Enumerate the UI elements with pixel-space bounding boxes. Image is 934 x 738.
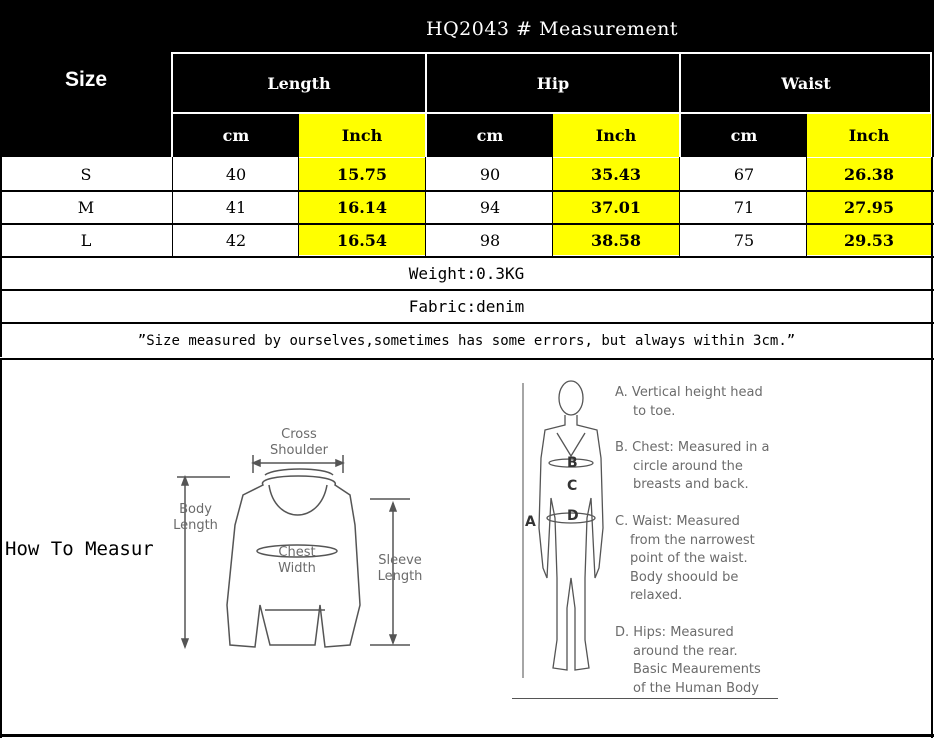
table-cell: 29.53 [843,231,895,250]
table-row-size: M [77,198,95,217]
table-cell: 41 [225,198,247,217]
note-c: C. Waist: Measured from the narrowest point of the waist. Body shoould be relaxed. [615,514,755,603]
measurement-note: ”Size measured by ourselves,sometimes has some errors, but always within 3cm.” [137,333,796,349]
waist-header: Waist [781,73,831,93]
table-cell: 98 [479,231,501,250]
table-row-size: L [80,231,92,250]
table-cell: 26.38 [843,164,895,184]
table-cell: 94 [479,198,501,217]
marker-d: D [567,508,579,524]
weight-info: Weight:0.3KG [408,263,525,283]
cross-shoulder-label: Cross Shoulder [270,427,328,458]
note-d: D. Hips: Measured around the rear. Basic Meaurements of the Human Body [615,625,761,696]
table-cell: 40 [225,164,247,184]
sleeve-length-label: Sleeve Length [377,553,423,584]
hip-header: Hip [536,73,570,93]
unit-cm-hip: cm [476,126,504,145]
length-header: Length [267,73,331,93]
table-cell: 42 [225,231,247,250]
unit-inch-hip: Inch [553,114,679,157]
table-row-size: S [80,164,92,184]
unit-inch-length: Inch [299,114,425,157]
unit-cm-length: cm [222,126,250,145]
table-cell: 16.14 [336,198,388,217]
table-cell: 75 [733,231,755,250]
table-cell: 71 [733,198,755,217]
marker-c: C [567,478,578,494]
unit-cm-waist: cm [730,126,758,145]
table-cell: 35.43 [590,164,642,184]
marker-a: A [525,514,536,530]
table-title: HQ2043 # Measurement [426,18,678,40]
table-cell: 67 [733,164,755,184]
table-cell: 37.01 [590,198,642,217]
table-cell: 15.75 [336,164,388,184]
unit-inch-waist: Inch [807,114,931,157]
how-to-measure-label: How To Measur [5,538,154,560]
table-cell: 38.58 [590,231,642,250]
table-cell: 27.95 [843,198,895,217]
note-a: A. Vertical height head to toe. [615,385,763,419]
fabric-info: Fabric:denim [408,296,525,316]
marker-b: B [567,455,578,471]
size-header: Size [64,68,108,91]
note-b: B. Chest: Measured in a circle around the breasts and back. [615,440,770,492]
body-length-label: Body Length [173,502,218,533]
table-cell: 90 [479,164,501,184]
table-cell: 16.54 [336,231,388,250]
chest-width-label: Chest Width [278,545,316,576]
body-diagram [515,378,615,698]
